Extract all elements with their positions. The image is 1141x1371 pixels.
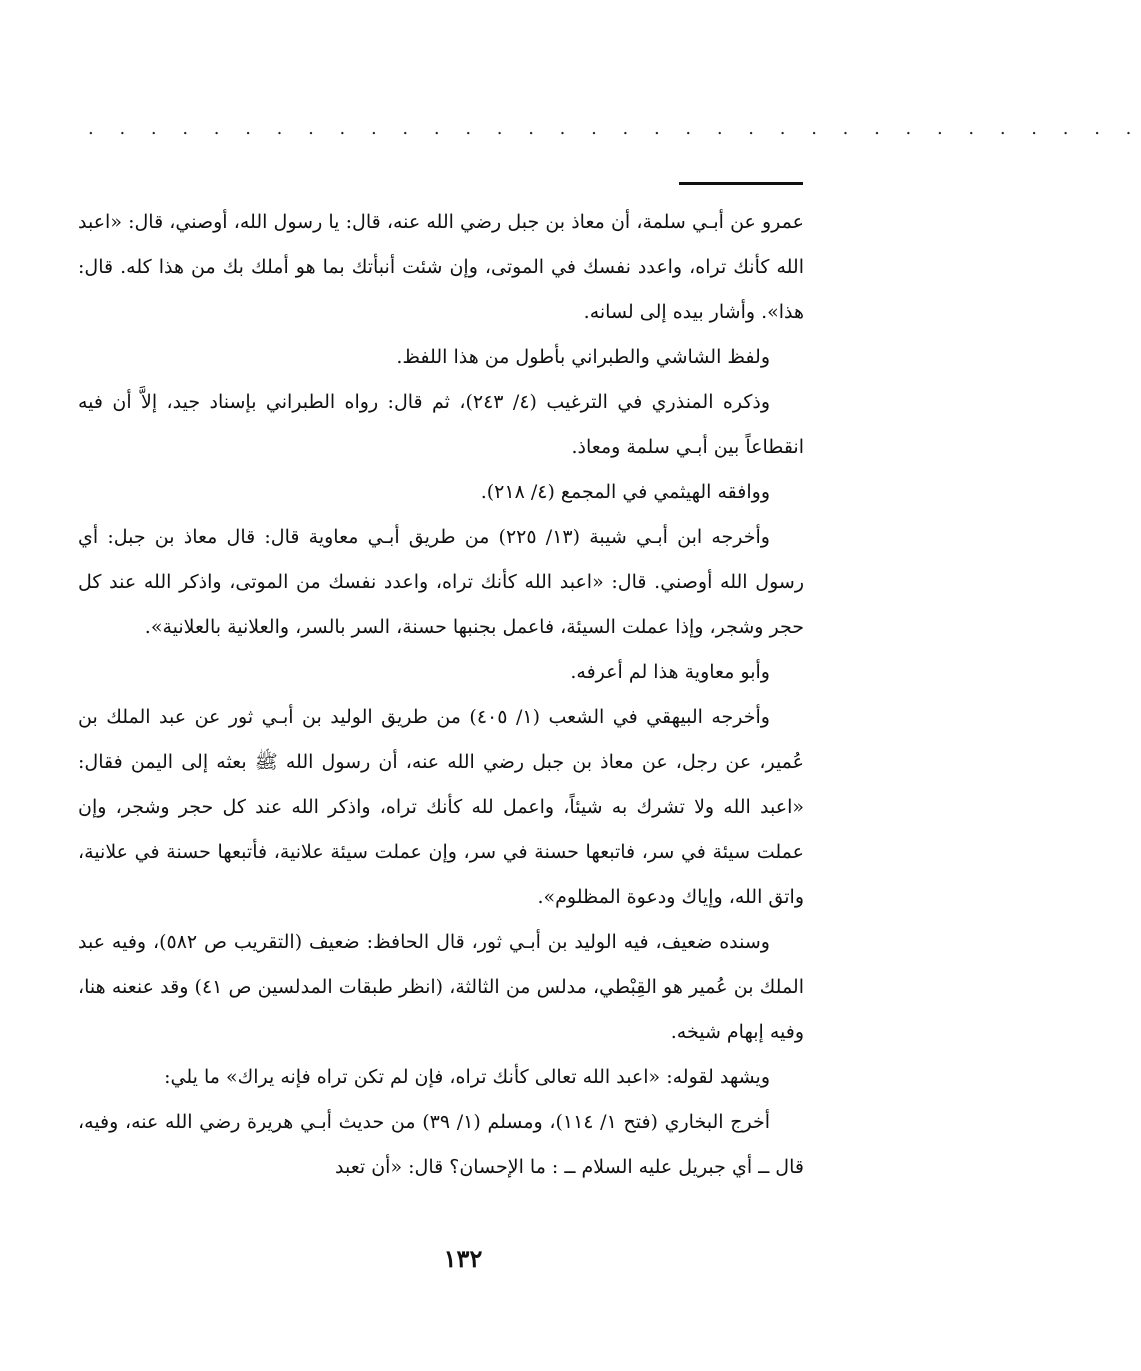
paragraph-4: ووافقه الهيثمي في المجمع (٤/ ٢١٨). [480, 481, 770, 503]
paragraph-2: ولفظ الشاشي والطبراني بأطول من هذا اللفظ. [396, 346, 770, 368]
separator-dots: . . . . . . . . . . . . . . . . . . . . . . . . . . . . . . . . . . [88, 118, 1141, 139]
paragraph-8: وسنده ضعيف، فيه الوليد بن أبـي ثور، قال الحافظ: ضعيف (التقريب ص ٥٨٢)، وفيه عبد الملك بن عُمير هو القِبْطي، مدلس من الثالثة، (انظر طبقات المدلسين ص ٤١) وقد عنعنه هنا، وفيه إبهام شيخه. [78, 931, 805, 1043]
paragraph-7: وأخرجه البيهقي في الشعب (١/ ٤٠٥) من طريق الوليد بن أبـي ثور عن عبد الملك بن عُمير، عن رجل، عن معاذ بن جبل رضي الله عنه، أن رسول الله ﷺ بعثه إلى اليمن فقال: «اعبد الله ولا تشرك به شيئاً، واعمل لله كأنك تراه، واذكر الله عند كل حجر وشجر، وإن عملت سيئة في سر، فاتبعها حسنة في سر، وإن عملت سيئة علانية، فأتبعها حسنة في علانية، واتق الله، وإياك ودعوة المظلوم». [78, 706, 804, 908]
body-text [78, 200, 804, 1190]
page-number: ١٣٢ [443, 1244, 483, 1273]
paragraph-1: عمرو عن أبـي سلمة، أن معاذ بن جبل رضي الله عنه، قال: يا رسول الله، أوصني، قال: «اعبد الله كأنك تراه، واعدد نفسك في الموتى، وإن شئت أنبأتك بما هو أملك بك من هذا كله. قال: هذا». وأشار بيده إلى لسانه. [78, 211, 804, 323]
paragraph-6: وأبو معاوية هذا لم أعرفه. [570, 661, 770, 683]
paragraph-9: ويشهد لقوله: «اعبد الله تعالى كأنك تراه، فإن لم تكن تراه فإنه يراك» ما يلي: [164, 1066, 770, 1088]
paragraph-5: وأخرجه ابن أبـي شيبة (١٣/ ٢٢٥) من طريق أبـي معاوية قال: قال معاذ بن جبل: أي رسول الله أوصني. قال: «اعبد الله كأنك تراه، واعدد نفسك من الموتى، واذكر الله عند كل حجر وشجر، وإذا عملت السيئة، فاعمل بجنبها حسنة، السر بالسر، والعلانية بالعلانية». [78, 526, 804, 638]
footnote-rule [679, 182, 803, 185]
paragraph-3: وذكره المنذري في الترغيب (٤/ ٢٤٣)، ثم قال: رواه الطبراني بإسناد جيد، إلاَّ أن فيه انقطاعاً بين أبـي سلمة ومعاذ. [78, 391, 804, 458]
paragraph-10: أخرج البخاري (فتح ١/ ١١٤)، ومسلم (١/ ٣٩) من حديث أبـي هريرة رضي الله عنه، وفيه، قال ــ أي جبريل عليه السلام ــ : ما الإحسان؟ قال: «أن تعبد [78, 1111, 804, 1178]
